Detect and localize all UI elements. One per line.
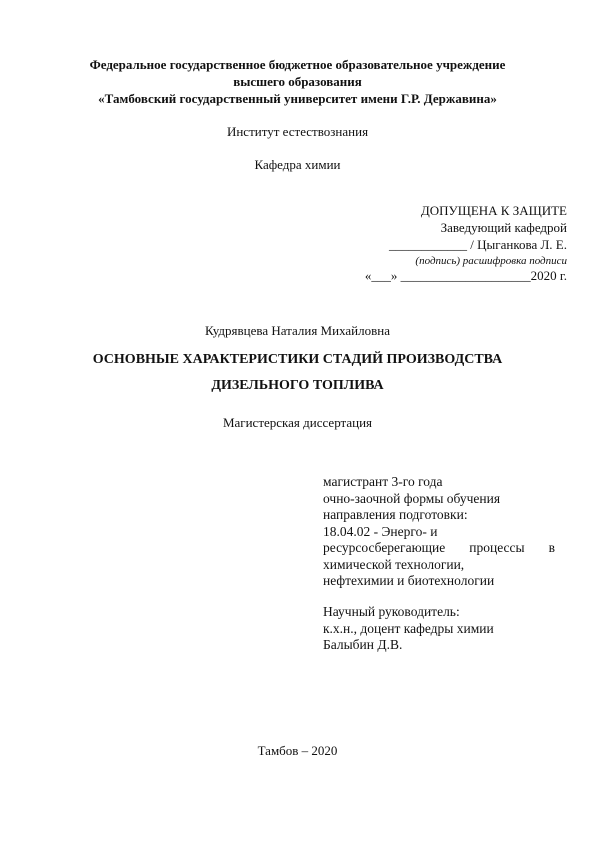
student-info-line: магистрант 3-го года xyxy=(323,474,443,489)
supervisor-name: Балыбин Д.В. xyxy=(323,637,403,652)
supervisor-info xyxy=(323,604,555,654)
student-info-line: химической технологии, xyxy=(323,556,465,572)
work-type: Магистерская диссертация xyxy=(222,415,373,430)
supervisor-label: Научный руководитель: xyxy=(323,604,460,619)
word: процессы xyxy=(469,540,525,555)
student-info-line: нефтехимии и биотехнологии xyxy=(323,573,495,588)
approval-signature-line: ____________ / Цыганкова Л. Е. xyxy=(389,237,567,252)
city-year: Тамбов – 2020 xyxy=(257,743,338,758)
approval-signature-caption: (подпись) расшифровка подписи xyxy=(415,255,567,267)
student-info-line: направления подготовки: xyxy=(323,507,468,522)
student-info-line: 18.04.02 - Энерго- и xyxy=(323,523,438,539)
institute: Институт естествознания xyxy=(226,124,369,139)
thesis-title-line-2: ДИЗЕЛЬНОГО ТОПЛИВА xyxy=(211,378,384,393)
author-name: Кудрявцева Наталия Михайловна xyxy=(205,323,390,338)
approval-title: ДОПУЩЕНА К ЗАЩИТЕ xyxy=(420,203,567,218)
header-line-2: высшего образования xyxy=(233,74,362,89)
word: ресурсосберегающие xyxy=(323,540,446,555)
department: Кафедра химии xyxy=(254,157,341,172)
student-info-justified-line xyxy=(323,540,555,557)
word: в xyxy=(548,540,555,555)
header-line-3: «Тамбовский государственный университет имени Г.Р. Державина» xyxy=(98,91,497,106)
header-line-1: Федеральное государственное бюджетное образовательное учреждение xyxy=(89,57,506,72)
student-info xyxy=(323,474,555,590)
thesis-title-line-1: ОСНОВНЫЕ ХАРАКТЕРИСТИКИ СТАДИЙ ПРОИЗВОДСТВА xyxy=(92,352,503,367)
supervisor-position: к.х.н., доцент кафедры химии xyxy=(323,620,494,636)
approval-date-line: «___» ____________________2020 г. xyxy=(364,268,567,283)
approval-role: Заведующий кафедрой xyxy=(440,220,567,235)
student-info-line: очно-заочной формы обучения xyxy=(323,490,501,506)
